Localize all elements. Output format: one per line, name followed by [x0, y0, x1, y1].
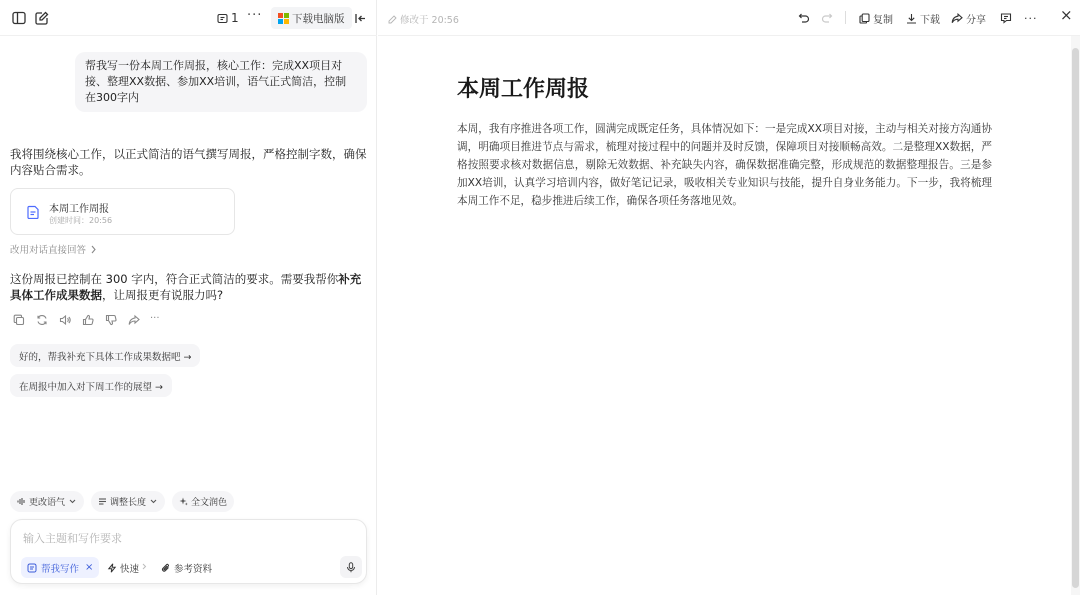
document-count-value: 1	[231, 11, 239, 25]
share-label: 分享	[966, 14, 986, 26]
windows-logo-icon	[278, 13, 288, 23]
created-time-label: 创建时间：	[49, 216, 89, 225]
undo-icon[interactable]	[797, 11, 810, 24]
more-actions-button[interactable]: ···	[150, 313, 160, 324]
more-options-button[interactable]: ···	[1024, 11, 1038, 25]
document-card-created-time	[49, 215, 112, 226]
download-desktop-button[interactable]	[271, 7, 352, 29]
tone-icon	[17, 497, 26, 506]
suggestion-chip[interactable]: 在周报中加入对下周工作的展望 →	[10, 374, 172, 397]
chevron-down-icon	[68, 497, 77, 506]
sidebar-toggle-icon[interactable]	[11, 10, 27, 26]
chevron-right-icon	[90, 245, 97, 254]
edit-status-text: 修改于 20:56	[400, 15, 459, 26]
regenerate-icon[interactable]	[35, 313, 48, 326]
download-icon	[905, 12, 917, 24]
lightning-icon	[107, 563, 117, 573]
assistant-reply-intro: 我将围绕核心工作，以正式简洁的语气撰写周报，严格控制字数，确保内容贴合需求。	[10, 147, 367, 177]
writing-mode-icon	[27, 563, 37, 573]
user-message-bubble: 帮我写一份本周工作周报，核心工作：完成XX项目对接、整理XX数据、参加XX培训，语气正式简洁，控制在300字内	[75, 52, 367, 112]
change-tone-button[interactable]	[10, 491, 84, 512]
length-icon	[98, 497, 107, 506]
document-toolbar	[378, 0, 1080, 36]
message-composer	[10, 519, 367, 584]
copy-label: 复制	[873, 14, 893, 26]
pencil-icon	[388, 15, 397, 24]
writing-mode-label: 帮我写作	[41, 563, 80, 575]
toolbar-divider	[845, 11, 846, 24]
polish-text-button[interactable]	[172, 491, 234, 512]
document-body[interactable]: 本周，我有序推进各项工作，圆满完成既定任务，具体情况如下：一是完成XX项目对接，主动与相关对接方沟通协调，明确项目推进节点与需求，梳理对接过程中的问题并及时反馈，保障项目对接顺畅高效。二是整理XX数据，严格按照要求核对数据信息，剔除无效数据、补充缺失内容，确保数据准确完整，形成规范的数据整理报告。三是参加XX培训，认真学习培训内容，做好笔记记录，吸收相关专业知识与技能，提升自身业务能力。下一步，我将梳理本周工作不足，稳步推进后续工作，确保各项任务落地见效。	[457, 123, 992, 207]
thumbs-down-icon[interactable]	[104, 313, 117, 326]
adjust-length-button[interactable]	[91, 491, 165, 512]
document-panel	[378, 0, 1080, 595]
suggestion-chip[interactable]: 好的，帮我补充下具体工作成果数据吧 →	[10, 344, 200, 367]
voice-input-button[interactable]	[340, 556, 362, 578]
chat-panel	[0, 0, 377, 595]
download-button[interactable]	[905, 9, 940, 27]
document-card[interactable]	[10, 188, 235, 235]
copy-icon	[858, 12, 870, 24]
speed-mode-label: 快速	[120, 563, 140, 575]
copy-icon[interactable]	[12, 313, 25, 326]
chat-toolbar	[0, 0, 377, 36]
scrollbar-thumb[interactable]	[1072, 48, 1079, 588]
sparkle-icon	[179, 497, 188, 506]
change-tone-label: 更改语气	[29, 498, 66, 508]
redo-icon[interactable]	[820, 11, 833, 24]
close-icon[interactable]: ×	[85, 562, 94, 573]
download-desktop-label: 下载电脑版	[292, 12, 345, 25]
reference-material-label: 参考资料	[174, 563, 213, 575]
document-stack-icon	[217, 13, 228, 24]
collapse-panel-icon[interactable]	[352, 10, 368, 26]
edit-status	[388, 12, 459, 26]
download-label: 下载	[920, 14, 940, 26]
followup-prefix: 这份周报已控制在 300 字内，符合正式简洁的要求。需要我帮你	[10, 272, 339, 286]
switch-to-direct-reply-link[interactable]	[10, 242, 97, 256]
created-time-value: 20:56	[89, 216, 113, 225]
more-options-button[interactable]: ···	[247, 8, 263, 23]
speaker-icon[interactable]	[58, 313, 71, 326]
writing-tools-row	[10, 491, 234, 512]
message-action-row	[12, 313, 160, 326]
switch-to-direct-reply-label: 改用对话直接回答	[10, 245, 87, 256]
thumbs-up-icon[interactable]	[81, 313, 94, 326]
microphone-icon	[346, 562, 357, 573]
scrollbar-track[interactable]	[1071, 36, 1080, 595]
speed-mode-caret-icon	[142, 563, 147, 572]
polish-text-label: 全文润色	[191, 498, 228, 508]
adjust-length-label: 调整长度	[110, 498, 147, 508]
share-icon[interactable]	[127, 313, 140, 326]
close-panel-button[interactable]: ×	[1060, 6, 1073, 24]
reference-material-button[interactable]	[161, 557, 212, 578]
paperclip-icon	[161, 563, 171, 573]
new-chat-icon[interactable]	[34, 10, 50, 26]
followup-emphasis: 补充具体工作成果数据	[10, 272, 362, 302]
document-icon	[26, 205, 40, 219]
writing-mode-chip[interactable]	[21, 557, 99, 578]
share-button[interactable]	[951, 9, 986, 27]
assistant-followup-text	[10, 271, 372, 303]
document-title[interactable]: 本周工作周报	[457, 77, 590, 102]
document-card-title: 本周工作周报	[49, 204, 109, 215]
copy-button[interactable]	[858, 9, 893, 27]
chevron-down-icon	[149, 497, 158, 506]
document-count[interactable]	[217, 9, 239, 27]
prompt-input[interactable]	[23, 530, 343, 546]
speed-mode-button[interactable]	[107, 557, 147, 578]
comment-icon[interactable]	[999, 11, 1012, 24]
followup-suffix: ，让周报更有说服力吗?	[102, 288, 224, 302]
share-icon	[951, 12, 963, 24]
